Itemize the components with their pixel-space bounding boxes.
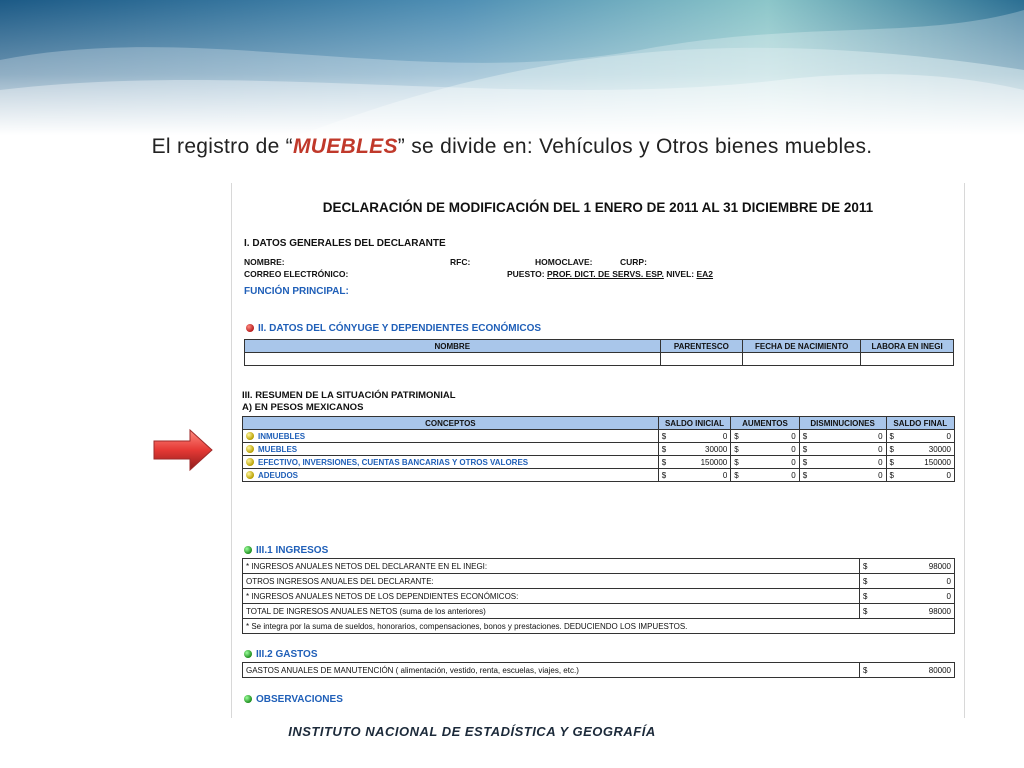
section-conyuge-title (246, 323, 541, 334)
section-ingresos-title (244, 545, 328, 556)
section-observaciones-title (244, 694, 343, 705)
currency-sign: $ (802, 457, 808, 467)
header-banner (0, 0, 1024, 135)
nivel-label: NIVEL: (666, 269, 695, 279)
table-row (245, 353, 954, 366)
declaration-document (231, 183, 965, 718)
yellow-bullet-icon (246, 445, 254, 453)
table-row (243, 443, 955, 456)
section-gastos-title-text: III.2 GASTOS (256, 649, 318, 660)
col-saldo-final: SALDO FINAL (886, 417, 954, 430)
disminuciones-value: 0 (878, 457, 883, 467)
puesto-field (507, 269, 713, 279)
concept-adeudos-link[interactable]: ADEUDOS (258, 470, 299, 480)
ingreso-label: TOTAL DE INGRESOS ANUALES NETOS (suma de los anteriores) (243, 604, 860, 619)
currency-sign: $ (734, 431, 739, 441)
ingreso-label: * INGRESOS ANUALES NETOS DEL DECLARANTE EN EL INEGI: (243, 559, 860, 574)
saldo-inicial-value: 0 (722, 431, 728, 441)
currency-sign: $ (661, 444, 667, 454)
footer-institution-text: INSTITUTO NACIONAL DE ESTADÍSTICA Y GEOGRAFÍA (288, 724, 656, 739)
currency-sign: $ (802, 470, 808, 480)
aumentos-value: 0 (791, 457, 796, 467)
ingreso-label: OTROS INGRESOS ANUALES DEL DECLARANTE: (243, 574, 860, 589)
section-conyuge-title-text: II. DATOS DEL CÓNYUGE Y DEPENDIENTES ECONÓMICOS (258, 323, 542, 334)
homoclave-label: HOMOCLAVE: (535, 257, 593, 267)
curp-label: CURP: (620, 257, 647, 267)
table-row (243, 559, 955, 574)
conyuge-table (244, 339, 954, 366)
section-datos-generales-title: I. DATOS GENERALES DEL DECLARANTE (244, 238, 446, 249)
currency-sign: $ (863, 576, 868, 586)
ingresos-table (242, 558, 955, 634)
concept-efectivo-link[interactable]: EFECTIVO, INVERSIONES, CUENTAS BANCARIAS Y OTROS VALORES (258, 457, 529, 467)
funcion-principal-label: FUNCIÓN PRINCIPAL: (244, 286, 349, 297)
yellow-bullet-icon (246, 458, 254, 466)
red-bullet-icon (246, 324, 254, 332)
ingresos-note: * Se integra por la suma de sueldos, honorarios, compensaciones, bonos y prestaciones. DEDUCIENDO LOS IMPUESTOS. (243, 619, 955, 634)
table-row (243, 456, 955, 469)
saldo-inicial-value: 30000 (705, 444, 728, 454)
patrimonio-table (242, 416, 955, 482)
disminuciones-value: 0 (878, 470, 883, 480)
currency-sign: $ (863, 561, 868, 571)
ingreso-value: 98000 (928, 561, 951, 571)
currency-sign: $ (661, 431, 667, 441)
saldo-final-value: 30000 (928, 444, 951, 454)
col-labora-inegi: LABORA EN INEGI (861, 340, 954, 353)
saldo-final-value: 0 (946, 470, 951, 480)
currency-sign: $ (661, 457, 667, 467)
gastos-table (242, 662, 955, 678)
table-row (243, 589, 955, 604)
gastos-value: 80000 (928, 665, 951, 675)
ingreso-label: * INGRESOS ANUALES NETOS DE LOS DEPENDIENTES ECONÓMICOS: (243, 589, 860, 604)
col-fecha-nacimiento: FECHA DE NACIMIENTO (743, 340, 861, 353)
table-row (243, 619, 955, 634)
col-aumentos: AUMENTOS (731, 417, 799, 430)
rfc-label: RFC: (450, 257, 471, 267)
currency-sign: $ (889, 431, 894, 441)
puesto-label: PUESTO: (507, 269, 545, 279)
section-gastos-title (244, 649, 318, 660)
right-arrow-icon (152, 428, 214, 472)
section-resumen-title: III. RESUMEN DE LA SITUACIÓN PATRIMONIAL (242, 390, 456, 401)
slide-title (0, 135, 1024, 159)
col-conceptos: CONCEPTOS (243, 417, 659, 430)
currency-sign: $ (734, 444, 739, 454)
section-ingresos-title-text: III.1 INGRESOS (256, 545, 329, 556)
currency-sign: $ (734, 470, 739, 480)
nivel-value: EA2 (696, 269, 714, 279)
slide-title-before: El registro de “ (151, 135, 293, 158)
currency-sign: $ (802, 444, 808, 454)
gastos-label: GASTOS ANUALES DE MANUTENCIÓN ( alimentación, vestido, renta, escuelas, viajes, etc.) (243, 663, 860, 678)
section-resumen-subtitle: A) EN PESOS MEXICANOS (242, 402, 364, 413)
currency-sign: $ (734, 457, 739, 467)
currency-sign: $ (889, 470, 894, 480)
saldo-inicial-value: 150000 (700, 457, 728, 467)
aumentos-value: 0 (791, 431, 796, 441)
slide-title-after: ” se divide en: Vehículos y Otros bienes muebles. (397, 135, 873, 158)
currency-sign: $ (889, 457, 894, 467)
concept-inmuebles-link[interactable]: INMUEBLES (258, 431, 306, 441)
currency-sign: $ (863, 606, 868, 616)
correo-label: CORREO ELECTRÓNICO: (244, 269, 349, 279)
green-bullet-icon (244, 650, 252, 658)
document-title: DECLARACIÓN DE MODIFICACIÓN DEL 1 ENERO DE 2011 AL 31 DICIEMBRE DE 2011 (322, 200, 874, 215)
green-bullet-icon (244, 695, 252, 703)
aumentos-value: 0 (791, 470, 796, 480)
table-row (243, 663, 955, 678)
footer-institution (0, 724, 1024, 739)
aumentos-value: 0 (791, 444, 796, 454)
nombre-label: NOMBRE: (244, 257, 285, 267)
disminuciones-value: 0 (878, 431, 883, 441)
green-bullet-icon (244, 546, 252, 554)
saldo-final-value: 0 (946, 431, 951, 441)
saldo-final-value: 150000 (924, 457, 951, 467)
yellow-bullet-icon (246, 471, 254, 479)
ingreso-value: 98000 (928, 606, 951, 616)
col-parentesco: PARENTESCO (660, 340, 743, 353)
saldo-inicial-value: 0 (722, 470, 728, 480)
ingreso-value: 0 (946, 591, 951, 601)
col-disminuciones: DISMINUCIONES (799, 417, 886, 430)
disminuciones-value: 0 (878, 444, 883, 454)
ingreso-value: 0 (946, 576, 951, 586)
concept-muebles-link[interactable]: MUEBLES (258, 444, 298, 454)
currency-sign: $ (863, 665, 868, 675)
table-row (243, 604, 955, 619)
table-row (243, 430, 955, 443)
currency-sign: $ (661, 470, 667, 480)
table-row (243, 574, 955, 589)
currency-sign: $ (802, 431, 808, 441)
col-saldo-inicial: SALDO INICIAL (658, 417, 731, 430)
section-observaciones-title-text: OBSERVACIONES (256, 694, 343, 705)
currency-sign: $ (863, 591, 868, 601)
slide-title-highlight: MUEBLES (292, 135, 398, 158)
currency-sign: $ (889, 444, 894, 454)
yellow-bullet-icon (246, 432, 254, 440)
puesto-value: PROF. DICT. DE SERVS. ESP. (547, 269, 664, 279)
col-nombre: NOMBRE (245, 340, 661, 353)
table-row (243, 469, 955, 482)
